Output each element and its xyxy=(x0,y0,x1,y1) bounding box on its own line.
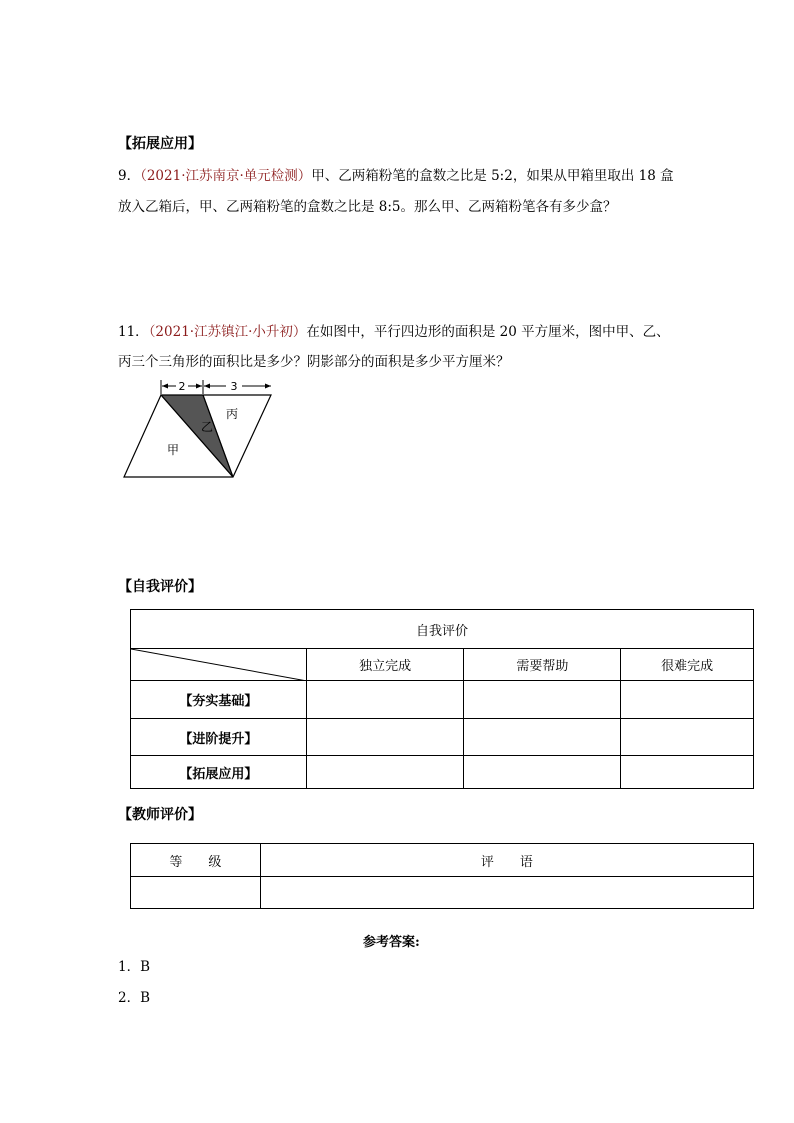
check-cell[interactable] xyxy=(464,681,621,719)
col-header-difficult: 很难完成 xyxy=(621,649,754,681)
row-label-foundation: 【夯实基础】 xyxy=(131,681,307,719)
self-eval-table xyxy=(130,609,754,789)
question-9-text-1: 甲、乙两箱粉笔的盒数之比是 5:2，如果从甲箱里取出 18 盒 xyxy=(311,168,674,184)
question-11-source: （2021·江苏镇江·小升初） xyxy=(148,324,307,340)
grade-cell[interactable] xyxy=(131,877,261,909)
check-cell[interactable] xyxy=(464,756,621,789)
comment-cell[interactable] xyxy=(260,877,753,909)
self-eval-title: 自我评价 xyxy=(131,610,754,649)
label-bing: 丙 xyxy=(226,407,239,421)
question-9-line-2: 放入乙箱后，甲、乙两箱粉笔的盒数之比是 8:5。那么甲、乙两箱粉笔各有多少盒？ xyxy=(118,199,617,215)
dimension-label-2: 2 xyxy=(178,380,186,393)
check-cell[interactable] xyxy=(464,719,621,756)
answers-title: 参考答案: xyxy=(363,935,420,950)
question-11-number: 11． xyxy=(118,324,149,340)
check-cell[interactable] xyxy=(621,756,754,789)
col-header-need-help: 需要帮助 xyxy=(464,649,621,681)
question-11-line-2: 丙三个三角形的面积比是多少？阴影部分的面积是多少平方厘米？ xyxy=(118,354,510,370)
check-cell[interactable] xyxy=(306,719,464,756)
answer-item-2: 2．B xyxy=(118,990,151,1006)
check-cell[interactable] xyxy=(621,719,754,756)
teacher-eval-input-row xyxy=(131,877,754,909)
arrow-head-left-2 xyxy=(196,384,202,389)
check-cell[interactable] xyxy=(306,681,464,719)
self-eval-title-row xyxy=(131,610,754,649)
self-eval-header-row xyxy=(131,649,754,681)
arrow-head-right-2 xyxy=(265,384,271,389)
table-row xyxy=(131,756,754,789)
diagonal-line-cell xyxy=(131,649,307,681)
row-label-extension: 【拓展应用】 xyxy=(131,756,307,789)
answer-item-1: 1．B xyxy=(118,959,151,975)
col-header-comment: 评 语 xyxy=(260,844,753,877)
label-jia: 甲 xyxy=(167,443,180,457)
table-row xyxy=(131,719,754,756)
question-9-number: 9． xyxy=(118,168,141,184)
diagonal-header-cell xyxy=(131,649,307,681)
row-label-advanced: 【进阶提升】 xyxy=(131,719,307,756)
arrow-head-left-1 xyxy=(162,384,168,389)
section-heading-teacher-eval: 【教师评价】 xyxy=(118,807,202,823)
section-heading-self-eval: 【自我评价】 xyxy=(118,579,202,595)
question-9-line-1 xyxy=(118,166,674,186)
question-11-text-1: 在如图中，平行四边形的面积是 20 平方厘米，图中甲、乙、 xyxy=(306,324,670,340)
parallelogram-figure xyxy=(118,372,278,484)
col-header-grade: 等 级 xyxy=(131,844,261,877)
section-heading-extension: 【拓展应用】 xyxy=(118,136,202,152)
teacher-eval-table xyxy=(130,843,754,909)
check-cell[interactable] xyxy=(306,756,464,789)
check-cell[interactable] xyxy=(621,681,754,719)
col-header-independent: 独立完成 xyxy=(306,649,464,681)
dimension-label-3: 3 xyxy=(230,380,238,393)
arrow-head-right-1 xyxy=(204,384,210,389)
question-11-line-1 xyxy=(118,322,670,342)
label-yi: 乙 xyxy=(201,420,214,434)
question-9-source: （2021·江苏南京·单元检测） xyxy=(140,168,312,184)
teacher-eval-header-row xyxy=(131,844,754,877)
table-row xyxy=(131,681,754,719)
